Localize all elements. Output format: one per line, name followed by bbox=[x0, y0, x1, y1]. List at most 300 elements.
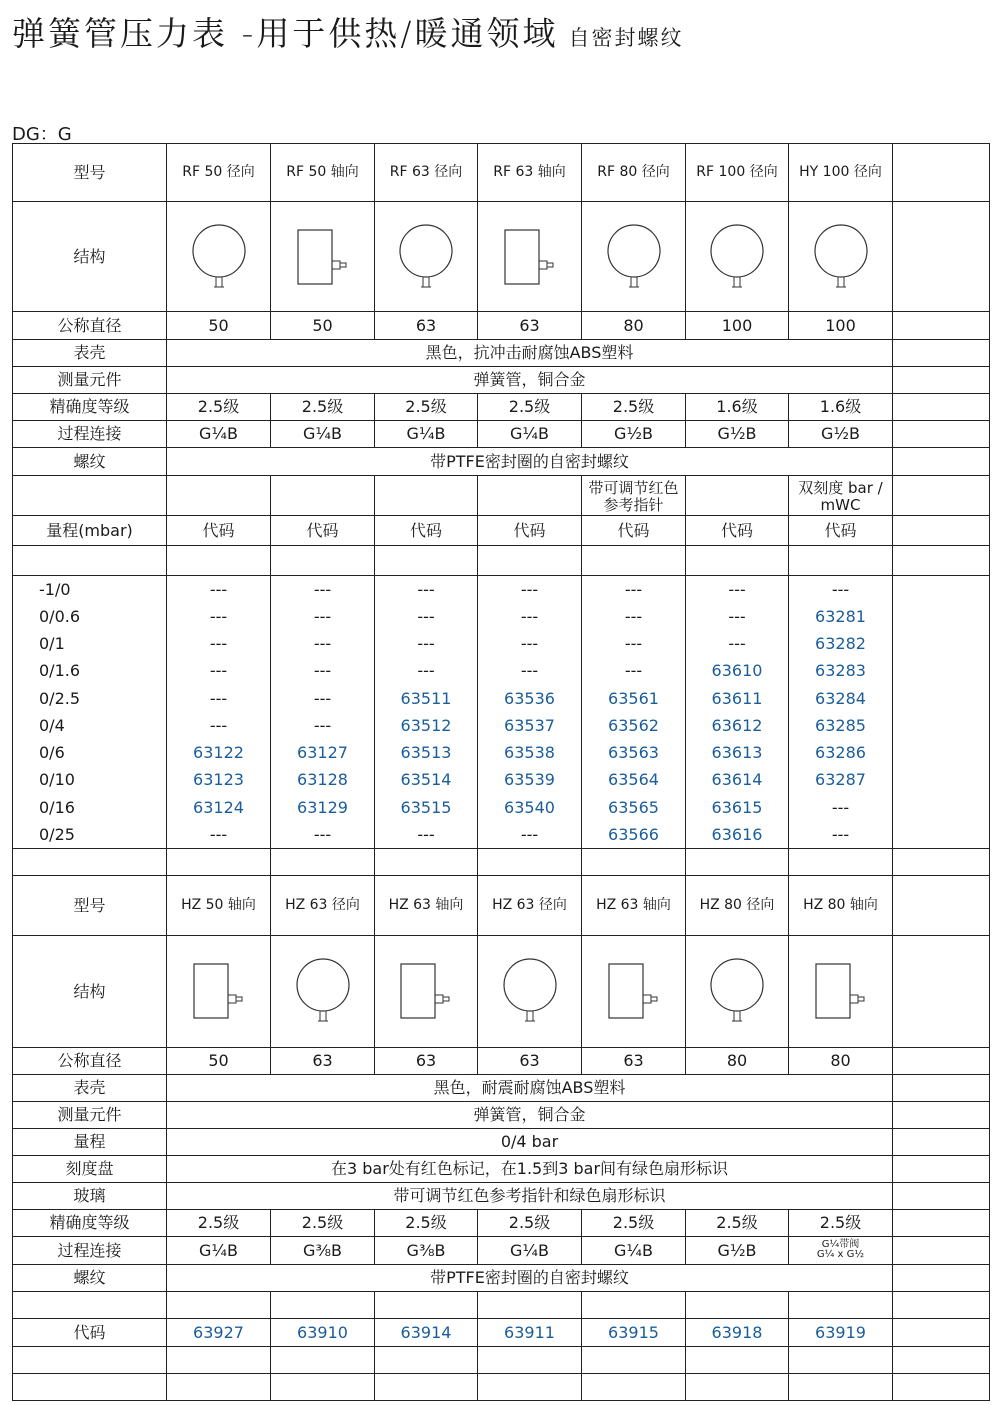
table-row bbox=[13, 1074, 990, 1101]
product-code: 63616 bbox=[686, 821, 789, 848]
label-thread: 螺纹 bbox=[13, 1264, 167, 1291]
product-code: --- bbox=[375, 576, 478, 603]
structure-cell bbox=[582, 202, 686, 312]
empty-cell bbox=[686, 1346, 789, 1373]
element-value: 弹簧管，铜合金 bbox=[167, 367, 893, 394]
range-value: 0/25 bbox=[13, 821, 167, 848]
empty-cell bbox=[789, 1291, 893, 1318]
model-note bbox=[167, 476, 271, 516]
empty-cell bbox=[893, 1047, 990, 1074]
product-code: --- bbox=[167, 685, 271, 712]
product-code: --- bbox=[375, 603, 478, 630]
product-code: 63511 bbox=[375, 685, 478, 712]
empty-cell bbox=[893, 1209, 990, 1236]
empty-cell bbox=[271, 1373, 375, 1400]
product-code: --- bbox=[375, 821, 478, 848]
empty-cell bbox=[893, 630, 990, 657]
product-code: 63561 bbox=[582, 685, 686, 712]
product-code: 63613 bbox=[686, 739, 789, 766]
connection-value: G¼B bbox=[167, 1236, 271, 1264]
product-code: --- bbox=[478, 821, 582, 848]
table-row bbox=[13, 1155, 990, 1182]
diameter-value: 80 bbox=[789, 1047, 893, 1074]
diameter-value: 100 bbox=[789, 312, 893, 340]
table-row bbox=[13, 657, 990, 684]
accuracy-value: 2.5级 bbox=[582, 1209, 686, 1236]
radial-gauge-icon bbox=[294, 958, 352, 1024]
empty-cell bbox=[893, 202, 990, 312]
label-range: 量程(mbar) bbox=[13, 516, 167, 546]
empty-cell bbox=[478, 1373, 582, 1400]
range-value: -1/0 bbox=[13, 576, 167, 603]
table-row bbox=[13, 394, 990, 421]
empty-cell bbox=[893, 657, 990, 684]
product-code: --- bbox=[375, 657, 478, 684]
table-row bbox=[13, 448, 990, 476]
table-row bbox=[13, 821, 990, 848]
product-code: 63538 bbox=[478, 739, 582, 766]
empty-cell bbox=[893, 1264, 990, 1291]
empty-cell bbox=[13, 1346, 167, 1373]
table-row bbox=[13, 144, 990, 202]
table-row bbox=[13, 1264, 990, 1291]
structure-cell bbox=[789, 202, 893, 312]
structure-cell bbox=[582, 935, 686, 1047]
table-row bbox=[13, 935, 990, 1047]
connection-line: G¼带阀 bbox=[821, 1238, 860, 1250]
thread-value: 带PTFE密封圈的自密封螺纹 bbox=[167, 1264, 893, 1291]
diameter-value: 63 bbox=[478, 312, 582, 340]
diameter-value: 63 bbox=[582, 1047, 686, 1074]
axial-gauge-icon bbox=[292, 226, 354, 288]
structure-cell bbox=[271, 935, 375, 1047]
model-header: HZ 63 轴向 bbox=[375, 875, 478, 935]
product-code: --- bbox=[582, 630, 686, 657]
table-row bbox=[13, 340, 990, 367]
label-code: 代码 bbox=[13, 1318, 167, 1346]
product-code: 63536 bbox=[478, 685, 582, 712]
product-code: --- bbox=[478, 657, 582, 684]
product-code: 63287 bbox=[789, 767, 893, 794]
product-code: --- bbox=[271, 657, 375, 684]
product-code: 63565 bbox=[582, 794, 686, 821]
table-row bbox=[13, 516, 990, 546]
table-row bbox=[13, 685, 990, 712]
product-code: 63919 bbox=[789, 1318, 893, 1346]
empty-cell bbox=[893, 767, 990, 794]
empty-cell bbox=[686, 546, 789, 576]
empty-cell bbox=[893, 794, 990, 821]
structure-cell bbox=[271, 202, 375, 312]
range-value: 0/10 bbox=[13, 767, 167, 794]
empty-cell bbox=[893, 1318, 990, 1346]
product-code: 63911 bbox=[478, 1318, 582, 1346]
accuracy-value: 1.6级 bbox=[789, 394, 893, 421]
model-header: HZ 50 轴向 bbox=[167, 875, 271, 935]
range-value: 0/4 bar bbox=[167, 1128, 893, 1155]
title-main: 弹簧管压力表 -用于供热/暖通领域 bbox=[12, 14, 559, 53]
dg-label: DG：G bbox=[12, 124, 72, 145]
product-code: --- bbox=[167, 576, 271, 603]
empty-cell bbox=[375, 1346, 478, 1373]
label-dial: 刻度盘 bbox=[13, 1155, 167, 1182]
diameter-value: 80 bbox=[582, 312, 686, 340]
connection-value: G½B bbox=[686, 1236, 789, 1264]
product-code: 63915 bbox=[582, 1318, 686, 1346]
range-value: 0/6 bbox=[13, 739, 167, 766]
table-row bbox=[13, 1101, 990, 1128]
empty-cell bbox=[375, 546, 478, 576]
connection-value: G½B bbox=[789, 421, 893, 448]
diameter-value: 80 bbox=[686, 1047, 789, 1074]
model-note: 双刻度 bar / mWC bbox=[789, 476, 893, 516]
diameter-value: 63 bbox=[375, 312, 478, 340]
empty-cell bbox=[582, 848, 686, 875]
product-code: 63282 bbox=[789, 630, 893, 657]
range-value: 0/16 bbox=[13, 794, 167, 821]
empty-cell bbox=[893, 340, 990, 367]
model-note bbox=[478, 476, 582, 516]
label-structure: 结构 bbox=[13, 202, 167, 312]
product-code: 63281 bbox=[789, 603, 893, 630]
code-header: 代码 bbox=[167, 516, 271, 546]
empty-cell bbox=[478, 1346, 582, 1373]
label-connection: 过程连接 bbox=[13, 1236, 167, 1264]
product-code: 63614 bbox=[686, 767, 789, 794]
label-element: 测量元件 bbox=[13, 367, 167, 394]
table-row bbox=[13, 546, 990, 576]
label-structure: 结构 bbox=[13, 935, 167, 1047]
empty-cell bbox=[375, 1373, 478, 1400]
model-header: RF 63 轴向 bbox=[478, 144, 582, 202]
range-value: 0/0.6 bbox=[13, 603, 167, 630]
connection-value: G¼B bbox=[375, 421, 478, 448]
product-code: --- bbox=[167, 821, 271, 848]
label-accuracy: 精确度等级 bbox=[13, 394, 167, 421]
empty-cell bbox=[893, 144, 990, 202]
empty-cell bbox=[271, 848, 375, 875]
product-code: --- bbox=[375, 630, 478, 657]
table-row bbox=[13, 767, 990, 794]
label-diameter: 公称直径 bbox=[13, 312, 167, 340]
product-code: --- bbox=[271, 712, 375, 739]
product-code: --- bbox=[789, 794, 893, 821]
empty-cell bbox=[686, 1373, 789, 1400]
product-code: 63128 bbox=[271, 767, 375, 794]
diameter-value: 63 bbox=[375, 1047, 478, 1074]
connection-value: G¼B bbox=[478, 1236, 582, 1264]
axial-gauge-icon bbox=[188, 960, 250, 1022]
table-row bbox=[13, 603, 990, 630]
label-thread: 螺纹 bbox=[13, 448, 167, 476]
code-header: 代码 bbox=[582, 516, 686, 546]
case-value: 黑色，耐震耐腐蚀ABS塑料 bbox=[167, 1074, 893, 1101]
product-code: --- bbox=[271, 821, 375, 848]
range-value: 0/1 bbox=[13, 630, 167, 657]
radial-gauge-icon bbox=[397, 224, 455, 290]
product-code: 63514 bbox=[375, 767, 478, 794]
connection-value: G¼B bbox=[582, 1236, 686, 1264]
product-code: --- bbox=[167, 657, 271, 684]
label-connection: 过程连接 bbox=[13, 421, 167, 448]
empty-cell bbox=[893, 421, 990, 448]
model-header: HZ 63 轴向 bbox=[582, 875, 686, 935]
accuracy-value: 2.5级 bbox=[789, 1209, 893, 1236]
structure-cell bbox=[686, 202, 789, 312]
range-value: 0/1.6 bbox=[13, 657, 167, 684]
structure-cell bbox=[167, 202, 271, 312]
product-code: 63285 bbox=[789, 712, 893, 739]
empty-cell bbox=[13, 1291, 167, 1318]
accuracy-value: 2.5级 bbox=[478, 394, 582, 421]
model-header: RF 50 径向 bbox=[167, 144, 271, 202]
product-code: --- bbox=[478, 603, 582, 630]
empty-cell bbox=[893, 603, 990, 630]
empty-cell bbox=[893, 1182, 990, 1209]
empty-cell bbox=[167, 1346, 271, 1373]
axial-gauge-icon bbox=[395, 960, 457, 1022]
product-code: --- bbox=[789, 821, 893, 848]
structure-cell bbox=[789, 935, 893, 1047]
empty-cell bbox=[893, 875, 990, 935]
product-code: 63127 bbox=[271, 739, 375, 766]
table-row bbox=[13, 848, 990, 875]
product-code: 63122 bbox=[167, 739, 271, 766]
product-code: 63914 bbox=[375, 1318, 478, 1346]
empty-cell bbox=[893, 1101, 990, 1128]
empty-cell bbox=[893, 1373, 990, 1400]
diameter-value: 63 bbox=[271, 1047, 375, 1074]
model-header: HZ 80 轴向 bbox=[789, 875, 893, 935]
structure-cell bbox=[478, 202, 582, 312]
empty-cell bbox=[13, 848, 167, 875]
table-row bbox=[13, 576, 990, 603]
radial-gauge-icon bbox=[605, 224, 663, 290]
title-sub: 自密封螺纹 bbox=[568, 26, 684, 50]
table-row bbox=[13, 739, 990, 766]
product-code: 63615 bbox=[686, 794, 789, 821]
product-code: 63129 bbox=[271, 794, 375, 821]
table-row bbox=[13, 367, 990, 394]
model-header: RF 100 径向 bbox=[686, 144, 789, 202]
model-note bbox=[271, 476, 375, 516]
glass-value: 带可调节红色参考指针和绿色扇形标识 bbox=[167, 1182, 893, 1209]
table-row bbox=[13, 1291, 990, 1318]
empty-cell bbox=[167, 546, 271, 576]
product-code: --- bbox=[478, 576, 582, 603]
empty-cell bbox=[375, 1291, 478, 1318]
empty-cell bbox=[893, 848, 990, 875]
diameter-value: 100 bbox=[686, 312, 789, 340]
empty-cell bbox=[893, 516, 990, 546]
structure-cell bbox=[478, 935, 582, 1047]
label-range: 量程 bbox=[13, 1128, 167, 1155]
empty-cell bbox=[271, 546, 375, 576]
product-code: --- bbox=[582, 603, 686, 630]
model-header: HZ 80 径向 bbox=[686, 875, 789, 935]
empty-cell bbox=[893, 685, 990, 712]
table-row bbox=[13, 1373, 990, 1400]
empty-cell bbox=[582, 1373, 686, 1400]
empty-cell bbox=[582, 1346, 686, 1373]
table-row bbox=[13, 1128, 990, 1155]
empty-cell bbox=[582, 1291, 686, 1318]
model-header: RF 50 轴向 bbox=[271, 144, 375, 202]
table-row bbox=[13, 312, 990, 340]
empty-cell bbox=[893, 394, 990, 421]
empty-cell bbox=[893, 546, 990, 576]
table-row bbox=[13, 202, 990, 312]
product-code: 63564 bbox=[582, 767, 686, 794]
product-code: 63612 bbox=[686, 712, 789, 739]
structure-cell bbox=[375, 202, 478, 312]
empty-cell bbox=[686, 848, 789, 875]
empty-cell bbox=[893, 1128, 990, 1155]
model-header: RF 80 径向 bbox=[582, 144, 686, 202]
connection-value bbox=[789, 1236, 893, 1264]
structure-cell bbox=[686, 935, 789, 1047]
label-case: 表壳 bbox=[13, 1074, 167, 1101]
axial-gauge-icon bbox=[499, 226, 561, 288]
code-header: 代码 bbox=[271, 516, 375, 546]
code-header: 代码 bbox=[789, 516, 893, 546]
thread-value: 带PTFE密封圈的自密封螺纹 bbox=[167, 448, 893, 476]
empty-cell bbox=[893, 476, 990, 516]
connection-value: G½B bbox=[582, 421, 686, 448]
axial-gauge-icon bbox=[603, 960, 665, 1022]
product-code: 63611 bbox=[686, 685, 789, 712]
accuracy-value: 1.6级 bbox=[686, 394, 789, 421]
case-value: 黑色，抗冲击耐腐蚀ABS塑料 bbox=[167, 340, 893, 367]
empty-cell bbox=[893, 935, 990, 1047]
structure-cell bbox=[167, 935, 271, 1047]
diameter-value: 63 bbox=[478, 1047, 582, 1074]
dial-value: 在3 bar处有红色标记，在1.5到3 bar间有绿色扇形标识 bbox=[167, 1155, 893, 1182]
empty-cell bbox=[789, 1373, 893, 1400]
product-code: 63124 bbox=[167, 794, 271, 821]
radial-gauge-icon bbox=[190, 224, 248, 290]
empty-cell bbox=[893, 1291, 990, 1318]
empty-cell bbox=[893, 1346, 990, 1373]
product-code: 63515 bbox=[375, 794, 478, 821]
model-header: HZ 63 径向 bbox=[271, 875, 375, 935]
table-row bbox=[13, 421, 990, 448]
range-value: 0/2.5 bbox=[13, 685, 167, 712]
empty-cell bbox=[893, 712, 990, 739]
radial-gauge-icon bbox=[501, 958, 559, 1024]
code-header: 代码 bbox=[375, 516, 478, 546]
model-note bbox=[686, 476, 789, 516]
empty-cell bbox=[478, 546, 582, 576]
empty-cell bbox=[893, 1155, 990, 1182]
product-code: 63610 bbox=[686, 657, 789, 684]
empty-cell bbox=[478, 848, 582, 875]
product-code: 63918 bbox=[686, 1318, 789, 1346]
product-code: --- bbox=[686, 603, 789, 630]
label-accuracy: 精确度等级 bbox=[13, 1209, 167, 1236]
accuracy-value: 2.5级 bbox=[167, 394, 271, 421]
element-value: 弹簧管，铜合金 bbox=[167, 1101, 893, 1128]
connection-value: G⅜B bbox=[375, 1236, 478, 1264]
product-code: --- bbox=[167, 630, 271, 657]
table-row bbox=[13, 712, 990, 739]
table-row bbox=[13, 1318, 990, 1346]
empty-cell bbox=[271, 1291, 375, 1318]
product-code: --- bbox=[582, 657, 686, 684]
empty-cell bbox=[893, 821, 990, 848]
table-row bbox=[13, 1047, 990, 1074]
accuracy-value: 2.5级 bbox=[271, 394, 375, 421]
product-code: --- bbox=[271, 685, 375, 712]
structure-cell bbox=[375, 935, 478, 1047]
model-header: RF 63 径向 bbox=[375, 144, 478, 202]
radial-gauge-icon bbox=[812, 224, 870, 290]
product-code: 63123 bbox=[167, 767, 271, 794]
product-code: 63512 bbox=[375, 712, 478, 739]
label-glass: 玻璃 bbox=[13, 1182, 167, 1209]
product-code: 63566 bbox=[582, 821, 686, 848]
empty-cell bbox=[271, 1346, 375, 1373]
product-code: 63539 bbox=[478, 767, 582, 794]
empty-cell bbox=[893, 312, 990, 340]
label-case: 表壳 bbox=[13, 340, 167, 367]
code-header: 代码 bbox=[686, 516, 789, 546]
connection-value: G¼B bbox=[271, 421, 375, 448]
connection-value: G½B bbox=[686, 421, 789, 448]
table-row bbox=[13, 630, 990, 657]
model-header: HY 100 径向 bbox=[789, 144, 893, 202]
table-row bbox=[13, 794, 990, 821]
product-code: 63284 bbox=[789, 685, 893, 712]
spec-table bbox=[12, 143, 990, 1401]
range-value: 0/4 bbox=[13, 712, 167, 739]
accuracy-value: 2.5级 bbox=[686, 1209, 789, 1236]
table-row bbox=[13, 476, 990, 516]
product-code: 63286 bbox=[789, 739, 893, 766]
empty-cell bbox=[893, 1074, 990, 1101]
product-code: --- bbox=[271, 603, 375, 630]
empty-cell bbox=[893, 1236, 990, 1264]
product-code: 63562 bbox=[582, 712, 686, 739]
table-row bbox=[13, 1209, 990, 1236]
model-note bbox=[375, 476, 478, 516]
model-note: 带可调节红色参考指针 bbox=[582, 476, 686, 516]
product-code: --- bbox=[686, 576, 789, 603]
accuracy-value: 2.5级 bbox=[375, 1209, 478, 1236]
empty-cell bbox=[893, 739, 990, 766]
accuracy-value: 2.5级 bbox=[478, 1209, 582, 1236]
code-header: 代码 bbox=[478, 516, 582, 546]
product-code: 63910 bbox=[271, 1318, 375, 1346]
product-code: 63283 bbox=[789, 657, 893, 684]
accuracy-value: 2.5级 bbox=[271, 1209, 375, 1236]
product-code: --- bbox=[167, 712, 271, 739]
empty-cell bbox=[789, 1346, 893, 1373]
empty-cell bbox=[789, 848, 893, 875]
empty-cell bbox=[478, 1291, 582, 1318]
radial-gauge-icon bbox=[708, 224, 766, 290]
empty-cell bbox=[167, 1291, 271, 1318]
empty-cell bbox=[167, 848, 271, 875]
empty-cell bbox=[13, 1373, 167, 1400]
label-element: 测量元件 bbox=[13, 1101, 167, 1128]
empty-cell bbox=[13, 476, 167, 516]
diameter-value: 50 bbox=[167, 312, 271, 340]
diameter-value: 50 bbox=[271, 312, 375, 340]
axial-gauge-icon bbox=[810, 960, 872, 1022]
product-code: 63537 bbox=[478, 712, 582, 739]
product-code: 63563 bbox=[582, 739, 686, 766]
